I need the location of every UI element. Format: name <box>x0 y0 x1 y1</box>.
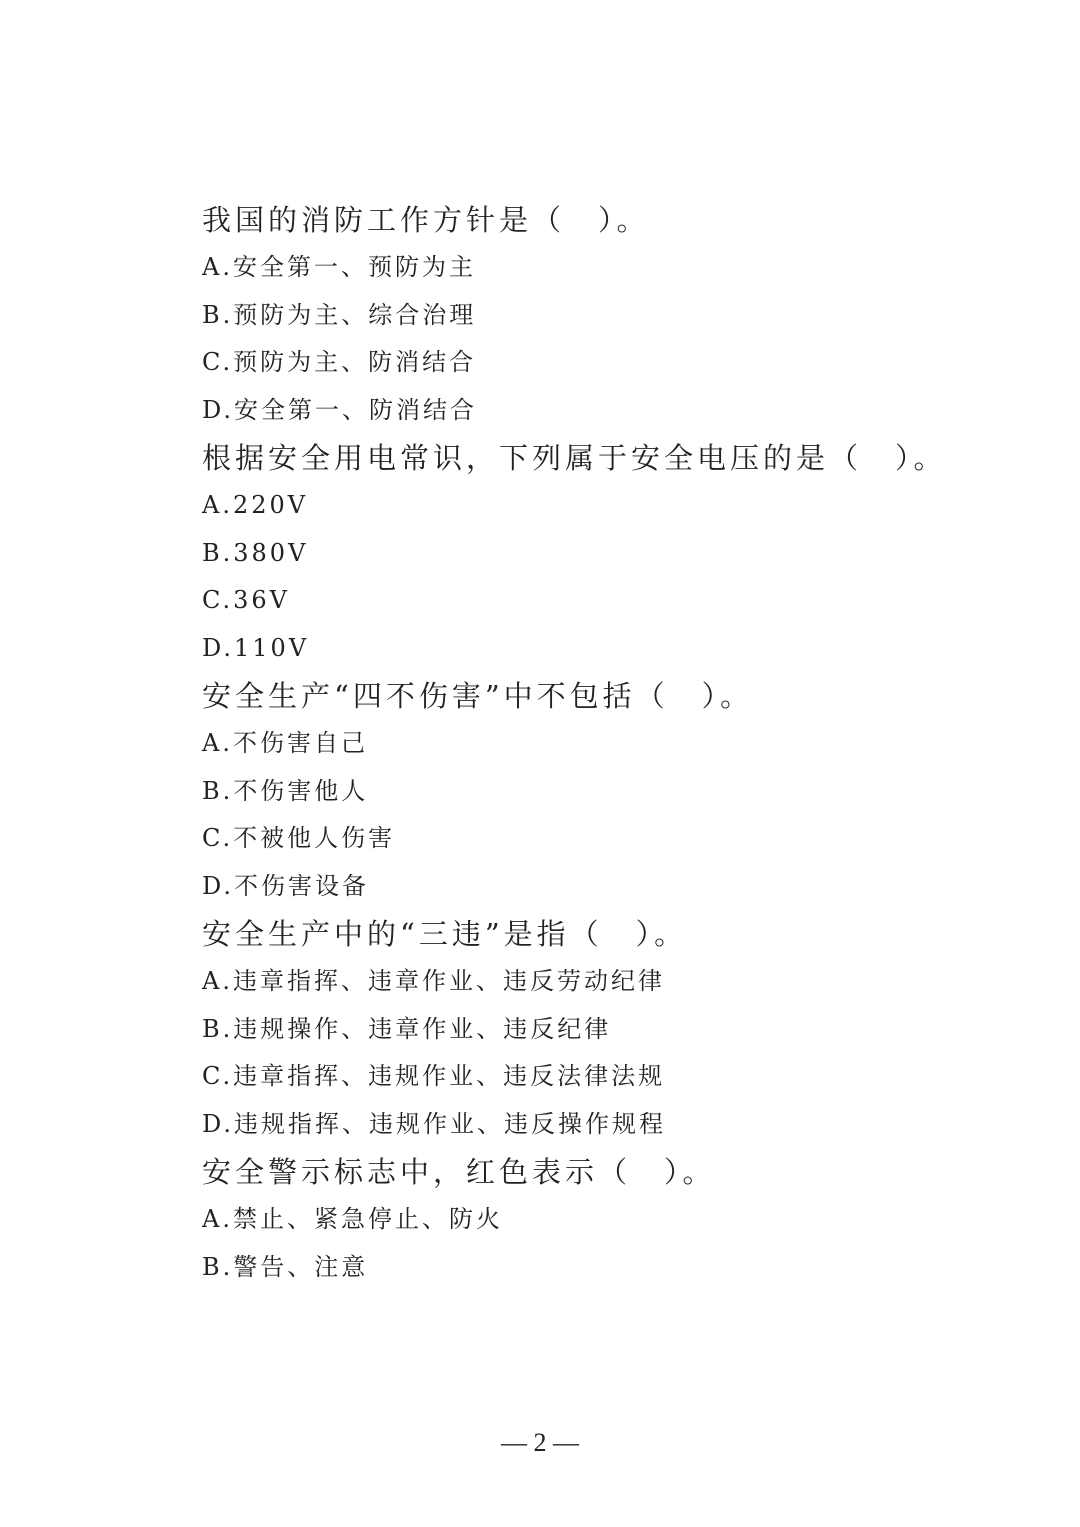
question-block <box>202 196 1022 434</box>
question-text: 我国的消防工作方针是（ ）。 <box>202 203 650 237</box>
option-d: D.安全第一、防消结合 <box>202 395 478 424</box>
page-number: — 2 — <box>501 1428 579 1457</box>
option-a: A.不伤害自己 <box>202 729 368 757</box>
option-a: A.违章指挥、违章作业、违反劳动纪律 <box>202 967 665 995</box>
option-d: D.不伤害设备 <box>202 871 370 900</box>
option-b: B.违规操作、违章作业、违反纪律 <box>202 1014 612 1043</box>
option-b: B.警告、注意 <box>202 1252 369 1281</box>
question-text: 安全警示标志中，红色表示（ ）。 <box>202 1155 716 1189</box>
option-c: C.预防为主、防消结合 <box>202 348 477 376</box>
question-text: 根据安全用电常识，下列属于安全电压的是（ ）。 <box>202 441 947 475</box>
option-b: B.不伤害他人 <box>202 776 369 805</box>
option-a: A.禁止、紧急停止、防火 <box>202 1205 503 1233</box>
question-block <box>202 1148 1022 1291</box>
question-text: 安全生产中的“三违”是指（ ）。 <box>202 917 688 951</box>
option-c: C.36V <box>202 586 291 614</box>
question-text: 安全生产“四不伤害”中不包括（ ）。 <box>202 679 754 713</box>
question-block <box>202 672 1022 910</box>
option-a: A.安全第一、预防为主 <box>202 253 476 281</box>
question-block <box>202 910 1022 1148</box>
question-list <box>202 196 1022 1291</box>
option-a: A.220V <box>202 491 309 519</box>
question-block <box>202 434 1022 672</box>
option-d: D.违规指挥、违规作业、违反操作规程 <box>202 1109 667 1138</box>
option-c: C.违章指挥、违规作业、违反法律法规 <box>202 1062 666 1090</box>
option-c: C.不被他人伤害 <box>202 824 396 852</box>
option-b: B.预防为主、综合治理 <box>202 300 477 329</box>
option-d: D.110V <box>202 633 310 662</box>
option-b: B.380V <box>202 538 309 567</box>
